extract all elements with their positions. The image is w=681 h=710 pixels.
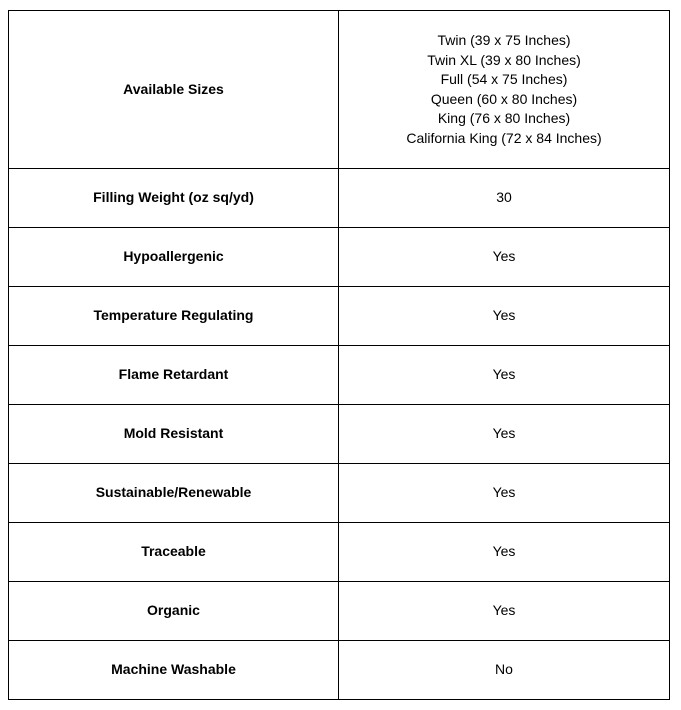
- sizes-cell: [339, 11, 670, 169]
- row-value: Yes: [339, 346, 670, 405]
- row-value: No: [339, 641, 670, 700]
- row-label: Mold Resistant: [9, 405, 339, 464]
- row-label: Machine Washable: [9, 641, 339, 700]
- spec-table: [8, 10, 670, 700]
- size-item: California King (72 x 84 Inches): [406, 129, 602, 146]
- table-row: [9, 523, 670, 582]
- row-label: Traceable: [9, 523, 339, 582]
- row-label: Hypoallergenic: [9, 228, 339, 287]
- table-row: [9, 287, 670, 346]
- row-label: Available Sizes: [9, 11, 339, 169]
- row-label: Filling Weight (oz sq/yd): [9, 169, 339, 228]
- size-item: Twin XL (39 x 80 Inches): [427, 51, 581, 68]
- table-row: [9, 11, 670, 169]
- row-value: 30: [339, 169, 670, 228]
- row-value: Yes: [339, 287, 670, 346]
- row-value: Yes: [339, 405, 670, 464]
- table-row: [9, 582, 670, 641]
- row-value: Yes: [339, 582, 670, 641]
- table-row: [9, 464, 670, 523]
- table-row: [9, 228, 670, 287]
- table-row: [9, 405, 670, 464]
- table-row: [9, 641, 670, 700]
- table-row: [9, 346, 670, 405]
- row-label: Temperature Regulating: [9, 287, 339, 346]
- size-item: Queen (60 x 80 Inches): [430, 90, 578, 107]
- table-row: [9, 169, 670, 228]
- row-label: Flame Retardant: [9, 346, 339, 405]
- row-value: Yes: [339, 523, 670, 582]
- size-item: Twin (39 x 75 Inches): [437, 32, 571, 48]
- size-item: Full (54 x 75 Inches): [440, 71, 568, 87]
- size-item: King (76 x 80 Inches): [437, 110, 571, 126]
- row-value: Yes: [339, 464, 670, 523]
- row-value: Yes: [339, 228, 670, 287]
- row-label: Sustainable/Renewable: [9, 464, 339, 523]
- row-label: Organic: [9, 582, 339, 641]
